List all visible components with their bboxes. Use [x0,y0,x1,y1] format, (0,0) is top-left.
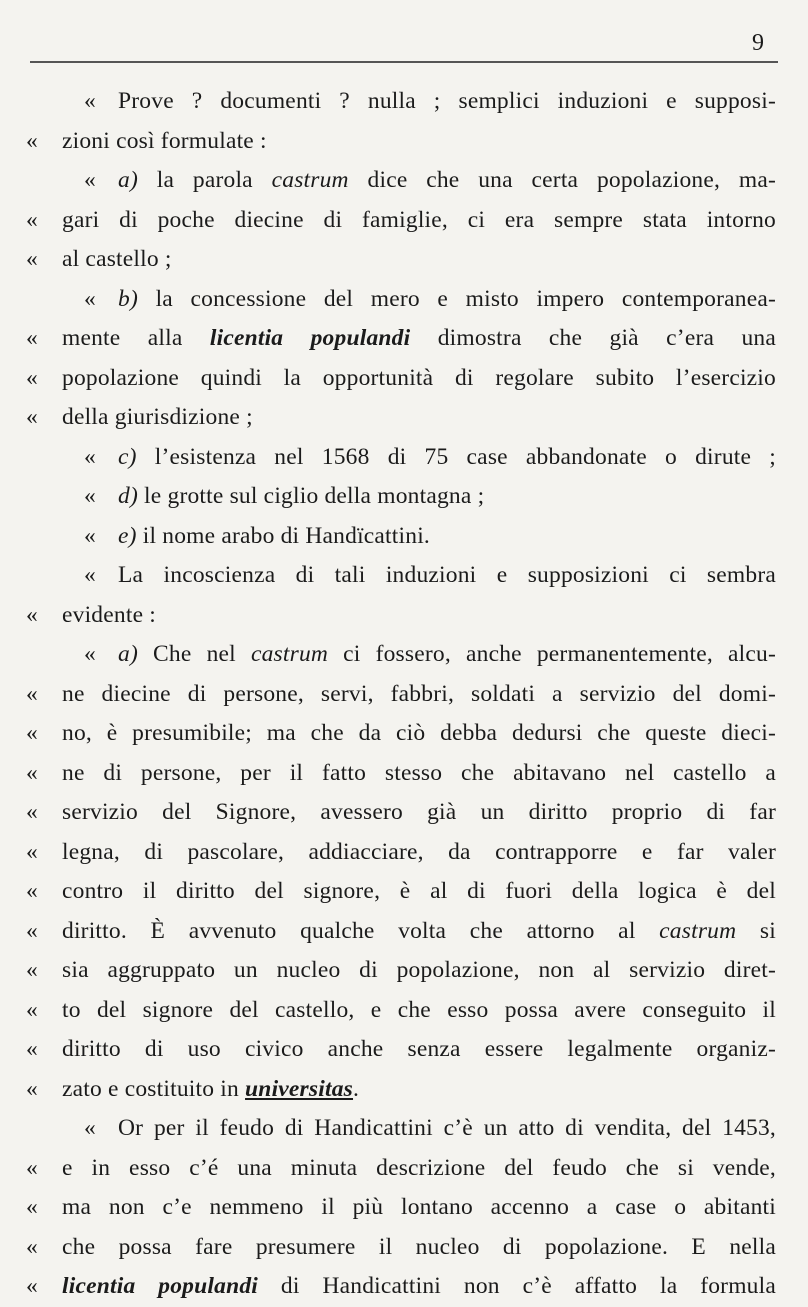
text-line [26,1109,776,1149]
line-text: gari di poche diecine di famiglie, ci era sempre stata intorno [62,206,776,233]
quote-mark: « [26,838,38,865]
quote-mark: « [26,1154,38,1181]
quote-mark: « [26,364,38,391]
quote-mark: « [84,167,96,193]
text-line [26,161,776,201]
text-line [26,951,776,991]
text-line [26,1228,776,1268]
line-text: to del signore del castello, e che esso possa avere conseguito il [62,996,776,1023]
text-line [26,1030,776,1070]
quote-mark: « [26,1194,38,1220]
quote-mark: « [26,996,38,1023]
line-text: legna, di pascolare, addiacciare, da contrapporre e far valer [62,838,776,865]
text-line [26,991,776,1031]
text-line [26,240,776,280]
text-line [26,596,776,636]
line-text: servizio del Signore, avessero già un diritto proprio di far [62,799,776,825]
quote-mark: « [26,799,38,825]
text-line [26,912,776,952]
text-line [26,1188,776,1228]
text-line [26,833,776,873]
line-text: ma non c’e nemmeno il più lontano accenno a case o abitanti [62,1194,776,1220]
quote-mark: « [26,325,38,351]
line-text: contro il diritto del signore, è al di fuori della logica è del [62,878,776,904]
quote-mark: « [84,1115,96,1141]
text-line [26,675,776,715]
quote-mark: « [26,957,38,983]
quote-mark: « [26,601,38,628]
quote-mark: « [26,720,38,746]
quote-mark: « [26,127,38,154]
quote-mark: « [26,917,38,944]
text-line [26,517,776,557]
quote-mark: « [84,285,96,312]
text-line [26,359,776,399]
line-text: al castello ; [62,246,172,272]
line-text: evidente : [62,601,157,628]
text-line [26,556,776,596]
text-line [26,1267,776,1307]
line-text: sia aggruppato un nucleo di popolazione, non al servizio diret- [62,957,776,983]
quote-mark: « [26,404,38,430]
text-line [26,793,776,833]
text-line [26,714,776,754]
quote-mark: « [26,1273,38,1299]
text-line [26,1070,776,1110]
line-text: della giurisdizione ; [62,404,253,430]
text-line [26,319,776,359]
text-line [26,122,776,162]
header-rule [30,61,778,63]
quote-mark: « [26,878,38,904]
quote-mark: « [84,483,96,509]
line-text: no, è presumibile; ma che da ciò debba dedursi che queste dieci- [62,720,776,746]
line-text: e) il nome arabo di Handïcattini. [118,522,430,549]
line-text: ne diecine di persone, servi, fabbri, soldati a servizio del domi- [62,680,776,707]
line-text: popolazione quindi la opportunità di regolare subito l’esercizio [62,364,776,391]
line-text: licentia populandi di Handicattini non c’è affatto la formula [62,1273,776,1299]
line-text: c) l’esistenza nel 1568 di 75 case abbandonate o dirute ; [118,443,776,470]
quote-mark: « [26,1036,38,1062]
text-line [26,1149,776,1189]
quote-mark: « [26,1075,38,1102]
text-line [26,872,776,912]
line-text: Or per il feudo di Handicattini c’è un atto di vendita, del 1453, [118,1115,776,1141]
line-text: che possa fare presumere il nucleo di popolazione. E nella [62,1233,776,1260]
quote-mark: « [84,443,96,470]
line-text: zato e costituito in universitas. [62,1075,360,1102]
body-text [26,82,776,1307]
line-text: La incoscienza di tali induzioni e supposizioni ci sembra [118,562,776,588]
text-line [26,635,776,675]
line-text: a) la parola castrum dice che una certa popolazione, ma- [118,167,776,193]
line-text: Prove ? documenti ? nulla ; semplici induzioni e supposi- [118,88,776,114]
quote-mark: « [84,641,96,667]
quote-mark: « [84,88,96,114]
quote-mark: « [26,206,38,233]
text-line [26,398,776,438]
quote-mark: « [26,246,38,272]
line-text: e in esso c’é una minuta descrizione del feudo che si vende, [62,1154,776,1181]
quote-mark: « [26,1233,38,1260]
quote-mark: « [84,562,96,588]
text-line [26,754,776,794]
line-text: diritto di uso civico anche senza essere legalmente organiz- [62,1036,776,1062]
line-text: a) Che nel castrum ci fossero, anche permanentemente, alcu- [118,641,776,667]
line-text: mente alla licentia populandi dimostra che già c’era una [62,325,776,351]
quote-mark: « [26,759,38,786]
line-text: diritto. È avvenuto qualche volta che attorno al castrum si [62,917,776,944]
text-line [26,477,776,517]
page-number: 9 [752,30,764,56]
text-line [26,82,776,122]
text-line [26,201,776,241]
quote-mark: « [84,522,96,549]
line-text: b) la concessione del mero e misto impero contemporanea- [118,285,776,312]
line-text: ne di persone, per il fatto stesso che abitavano nel castello a [62,759,776,786]
text-line [26,280,776,320]
text-line [26,438,776,478]
line-text: d) le grotte sul ciglio della montagna ; [118,483,485,509]
quote-mark: « [26,680,38,707]
line-text: zioni così formulate : [62,127,267,154]
